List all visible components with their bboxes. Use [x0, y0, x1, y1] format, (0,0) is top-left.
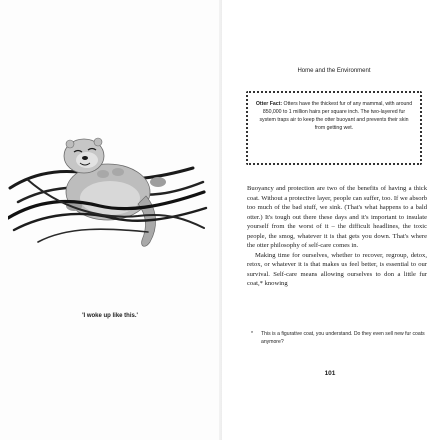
body-paragraph: Making time for ourselves, whether to recover, regroup, detox, retox, or whatever it is that makes us feel better, is essential to our survival. Self-care means allowing ourselves to don a little fur coat,* knowing	[247, 251, 427, 288]
footnote	[251, 330, 433, 346]
footnote-text: This is a figurative coat, you understand. Do they even sell new fur coats anymore?	[261, 331, 425, 345]
illustration-caption: 'I woke up like this.'	[82, 313, 138, 319]
fact-box-label: Otter Fact:	[255, 101, 283, 107]
fact-box-text: Otters have the thickest fur of any mammal, with around 850,000 to 1 million hairs per square inch. The two-layered fur system traps air to keep the otter buoyant and prevents their skin from getting wet.	[259, 101, 413, 132]
running-head: Home and the Environment	[297, 68, 371, 74]
otter-illustration	[8, 110, 208, 290]
body-paragraph: Buoyancy and protection are two of the benefits of having a thick coat. Without a protective layer, people can suffer, too. If we absorb too much of the bad stuff, we sink. (That's what happens to a bald otter.) It's tough out there these days and it's important to insulate yourself from the worst of it – the difficult headlines, the toxic people, the smog, whatever it is that gets you down. That's where the otter philosophy of self-care comes in.	[247, 185, 427, 250]
fact-box-content	[254, 100, 414, 132]
page-number: 101	[324, 370, 336, 377]
body-text	[247, 184, 427, 289]
otter-fact-box	[246, 91, 422, 165]
footnote-mark: *	[251, 331, 253, 337]
